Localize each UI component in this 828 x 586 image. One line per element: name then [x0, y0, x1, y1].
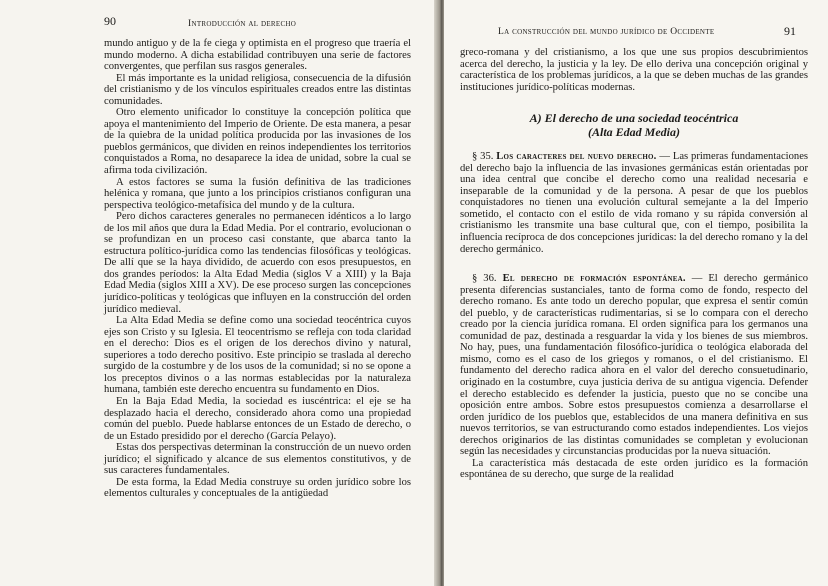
paragraph: mundo antiguo y de la fe ciega y optimista en el progreso que traería el mundo moderno. A dicha estabilidad contribuyen una serie de factores convergentes, que perfilan sus rasgos generales. [104, 38, 411, 73]
paragraph: Otro elemento unificador lo constituye la concepción política que apoya el mantenimiento del Imperio de Oriente. De esta manera, a pesar de la quiebra de la unidad política producida por las invasiones de los pueblos germánicos, que dividen en reinos independientes los territorios conquistados a Roma, no desaparece la idea de unidad, sobre la cual se afirma toda civilización. [104, 107, 411, 177]
paragraph: De esta forma, la Edad Media construye su orden jurídico sobre los elementos culturales y conceptuales de la antigüedad [104, 476, 411, 500]
running-head-left: Introducción al derecho [188, 19, 297, 29]
section-36-heading: El derecho de formación espontánea. [502, 273, 686, 285]
paragraph: Estas dos perspectivas determinan la construcción de un nuevo orden jurídico; el significado y alcance de sus elementos constitutivos, y de sus caracteres fundamentales. [104, 442, 411, 477]
paragraph: La Alta Edad Media se define como una sociedad teocéntrica cuyos ejes son Cristo y su Iglesia. El teocentrismo se refleja con toda claridad en el derecho: Dios es el origen de los derechos divino y natural, superiores a todo derecho positivo. Este principio se traslada al derecho surgido de la costumbre y de los usos de la comunidad; si no se opone a los preceptos divinos o a las normas establecidas por la naturaleza humana, también este derecho encuentra su fundamento en Dios. [104, 315, 411, 396]
paragraph: A estos factores se suma la fusión definitiva de las tradiciones helénica y romana, que junto a los principios cristianos configuran una perspectiva teológico-metafísica del mundo y de la cultura. [104, 176, 411, 211]
page-number-left: 90 [104, 14, 116, 28]
section-title-line: A) El derecho de una sociedad teocéntrica [529, 111, 739, 126]
page-number-right: 91 [784, 24, 796, 38]
paragraph: En la Baja Edad Media, la sociedad es iuscéntrica: el eje se ha desplazado hacia el derecho, considerado ahora como una propiedad común del pueblo. Puede hablarse entonces de un Estado de derecho, o de un Estado presidido por el derecho (García Pelayo). [104, 395, 411, 442]
section-36 [460, 273, 808, 458]
left-text-block [104, 38, 411, 500]
paragraph: El más importante es la unidad religiosa, consecuencia de la difusión del cristianismo y de los vínculos espirituales creados entre las distintas comunidades. [104, 72, 411, 107]
section-35-body: — Las primeras fundamentaciones del derecho bajo la influencia de las invasiones germánicas están orientadas por una idea central que concibe el derecho como una realidad necesaria e inseparable de la comunidad y de la persona. A pesar de que los pueblos conquistadores no tienen una evolución cultural semejante a la del Imperio sometido, el contacto con el estilo de vida romano y su rápida conversión al cristianismo les transmite una base cultural que, con el tiempo, posibilita la influencia recíproca de dos concepciones jurídicas: la del derecho romano y la del derecho germánico. [460, 151, 809, 255]
right-text-block [460, 47, 808, 481]
right-page [444, 0, 828, 586]
paragraph: greco-romana y del cristianismo, a los que une sus propios descubrimientos acerca del derecho, la justicia y la ley. De ello deriva una concepción original y característica de los problemas jurídicos, a la que se deben muchas de las grandes instituciones jurídico-políticas modernas. [460, 47, 808, 93]
section-36-number: § 36. [472, 273, 497, 285]
section-35-heading: Los caracteres del nuevo derecho. [496, 151, 657, 163]
paragraph: Pero dichos caracteres generales no permanecen idénticos a lo largo de los mil años que dura la Edad Media. Por el contrario, evolucionan o se profundizan en un proceso casi constante, que abarca tanto la estructura político-jurídica como las tendencias filosóficas y teológicas. De allí que se la haya dividido, de acuerdo con esos presupuestos, en dos grandes períodos: la Alta Edad Media (siglos V a XIII) y la Baja Edad Media (siglos XIII a XV). De ese proceso surgen las concepciones jurídico-políticas y teológicas que influyen en la construcción del orden jurídico medieval. [104, 211, 411, 315]
section-36-body: — El derecho germánico presenta diferencias sustanciales, tanto de forma como de fondo, respecto del derecho romano. Es ante todo un derecho popular, que expresa el sentir común del pueblo, y de características rudimentarias, si se lo compara con el derecho creado por la ciencia jurídica romana. El orden significa para los germanos una comunidad de paz, destinada a resguardar la vida y los bienes de sus miembros. No hay, pues, una fundamentación filosófico-jurídica o teológica elaborada del mismo, como es el caso de los griegos y romanos, o el del cristianismo. El fundamento del derecho radica ahora en el valor del derecho consuetudinario, originado en la costumbre, cuya justicia deriva de su antigua vigencia. Defender el derecho establecido es defender la justicia, puesto que no se concibe una oposición entre ambos. Sobre estos presupuestos comienza a desarrollarse el orden jurídico de los pueblos que, establecidos de una manera definitiva en sus nuevos territorios, se van estructurando como estados independientes. Los viejos derechos originarios de las distintas comunidades se completan y evolucionan según las necesidades y circunstancias producidas por la nueva situación. [460, 273, 809, 458]
section-35 [460, 151, 808, 255]
paragraph: La característica más destacada de este orden jurídico es la formación espontánea de su derecho, que surge de la realidad [460, 457, 808, 481]
section-35-number: § 35. [472, 151, 494, 163]
running-head-right: La construcción del mundo jurídico de Occidente [498, 27, 715, 37]
section-title-subline: (Alta Edad Media) [588, 125, 680, 140]
section-title [460, 111, 808, 139]
